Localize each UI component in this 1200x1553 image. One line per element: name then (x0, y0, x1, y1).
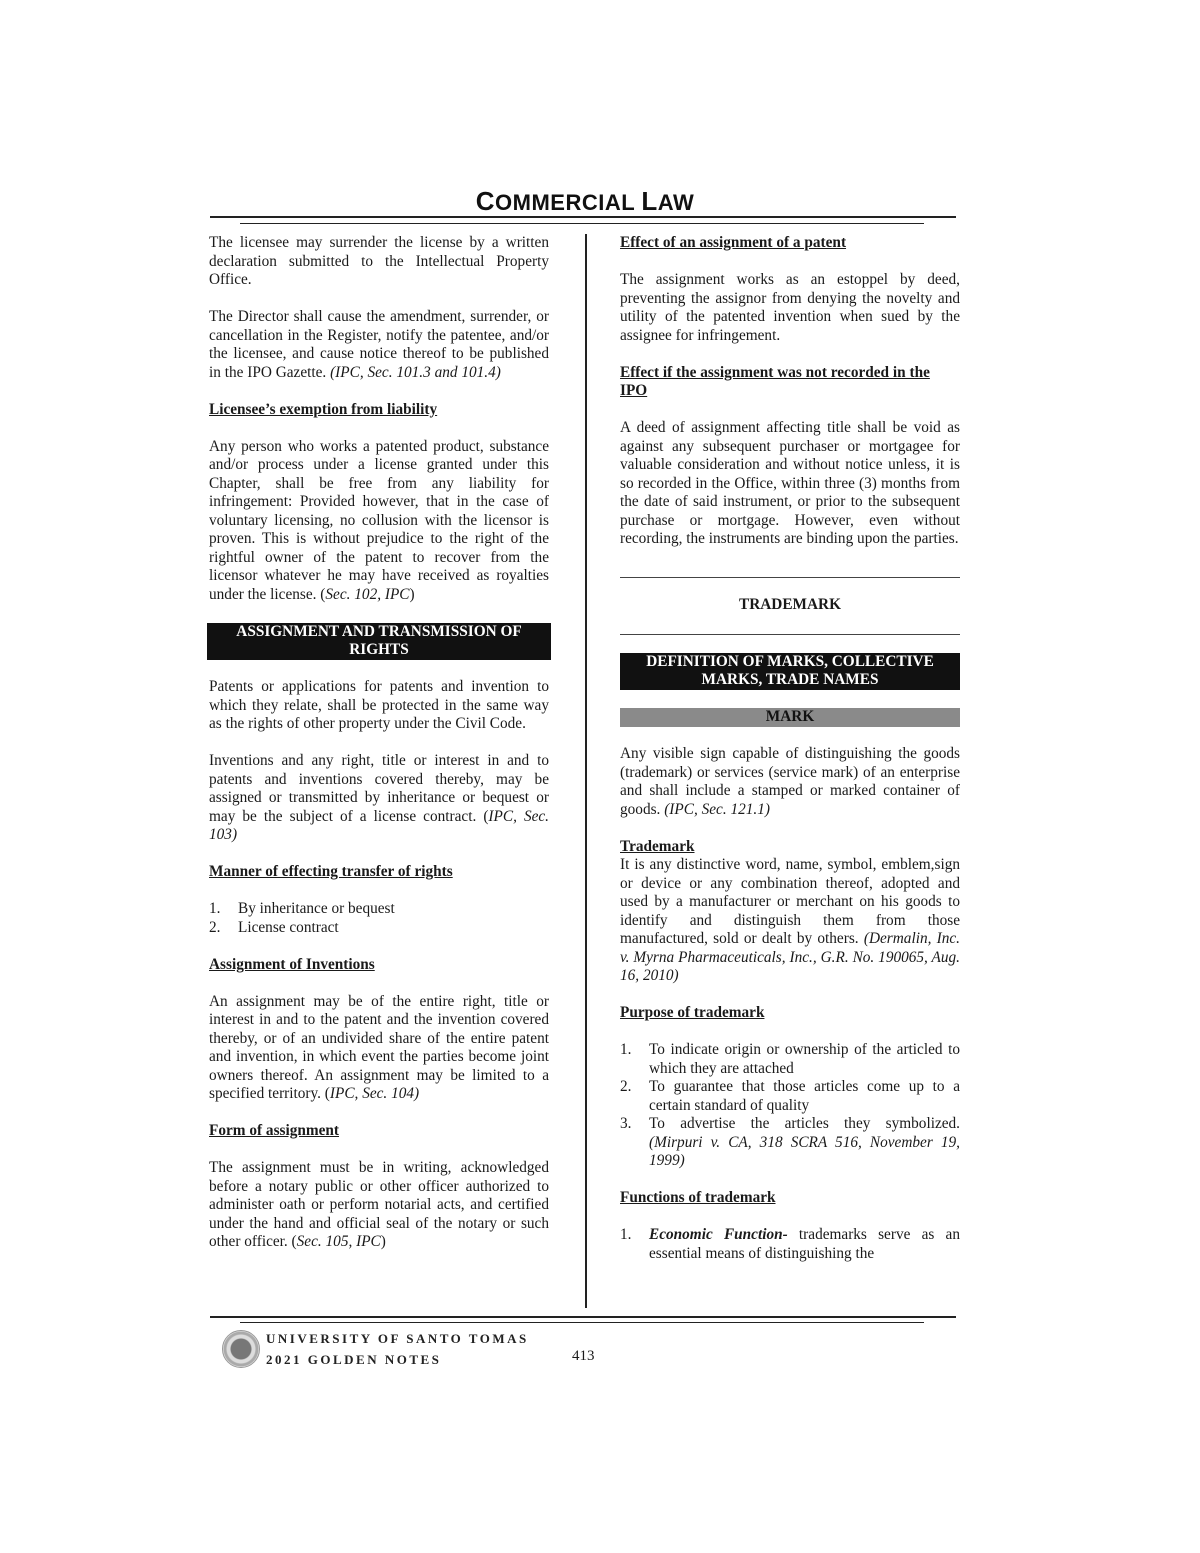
title-cap-c: C (475, 186, 496, 216)
section-banner: ASSIGNMENT AND TRANSMISSION OF RIGHTS (207, 623, 551, 660)
paragraph (620, 856, 960, 986)
paragraph (620, 745, 960, 819)
paragraph-text: ) (409, 585, 415, 603)
title-cap-l: L (641, 186, 658, 216)
list-text: By inheritance or bequest (238, 900, 395, 917)
list-item (620, 1115, 960, 1171)
university-seal-icon (222, 1330, 260, 1368)
paragraph: Patents or applications for patents and invention to which they relate, shall be protected in the same way as the rights of other property under the Civil Code. (209, 678, 549, 732)
page-number: 413 (572, 1348, 595, 1364)
title-rest-1: OMMERCIAL (495, 190, 642, 215)
paragraph (209, 438, 549, 605)
list-number: 2. (620, 1078, 632, 1095)
sub-banner: MARK (620, 708, 960, 727)
section-heading: Purpose of trademark (620, 1004, 765, 1021)
header-rule-thick (210, 216, 956, 218)
section-heading: Assignment of Inventions (209, 955, 375, 973)
paragraph-text: Any visible sign capable of distinguishing the goods (trademark) or services (service mark) of an enterprise and shall include a stamped or marked container of goods. (620, 745, 960, 818)
column-divider (585, 234, 587, 1308)
list-text: License contract (238, 918, 339, 936)
list-text: To guarantee that those articles come up to a certain standard of quality (649, 1078, 960, 1114)
paragraph: The licensee may surrender the license by a written declaration submitted to the Intellectual Property Office. (209, 234, 549, 288)
section-heading: Functions of trademark (620, 1189, 776, 1206)
section-banner: DEFINITION OF MARKS, COLLECTIVE MARKS, TRADE NAMES (620, 653, 960, 690)
paragraph (209, 993, 549, 1104)
citation: (IPC, Sec. 101.3 and 101.4) (330, 363, 501, 381)
paragraph: A deed of assignment affecting title shall be void as against any subsequent purchaser or mortgagee for valuable consideration and without notice unless, it is so recorded in the Office, within three (3) months from the date of said instrument, or prior to the subsequent purchase or mortgage. However, even without recording, the instruments are binding upon the parties. (620, 419, 960, 547)
right-column (620, 234, 960, 1282)
section-heading: Trademark (620, 837, 695, 855)
footer-edition: 2021 GOLDEN NOTES (266, 1352, 442, 1367)
paragraph-text: It is any distinctive word, name, symbol, emblem,sign or device or any combination thereof, adopted and used by a manufacturer or merchant on his goods to identify and distinguish them from those manufactured, sold or dealt by others. (620, 856, 960, 947)
title-rest-2: AW (657, 190, 695, 215)
paragraph-text: ) (380, 1233, 386, 1250)
paragraph (209, 308, 549, 382)
footer-rule-thick (210, 1316, 956, 1318)
manner-list (209, 900, 549, 937)
list-number: 1. (620, 1226, 632, 1243)
page-header-title (0, 186, 1170, 217)
citation: IPC, Sec. 103) (209, 807, 549, 843)
functions-list (620, 1226, 960, 1263)
header-rule-thin (240, 223, 924, 224)
list-text: trademarks serve as an essential means of distinguishing the (649, 1226, 960, 1262)
list-item (209, 919, 549, 938)
paragraph-text: The Director shall cause the amendment, surrender, or cancellation in the Register, notify the patentee, and/or the licensee, and cause notice thereof to be published in the IPO Gazette. (209, 308, 549, 381)
list-number: 1. (620, 1041, 632, 1058)
citation: IPC, Sec. 104) (329, 1085, 420, 1102)
citation: Sec. 105, IPC (296, 1233, 381, 1250)
function-term: Economic Function- (649, 1226, 788, 1243)
list-number: 2. (209, 918, 221, 936)
paragraph: The assignment works as an estoppel by deed, preventing the assignor from denying the novelty and utility of the patented invention when sued by the assignee for infringement. (620, 271, 960, 344)
paragraph-text: An assignment may be of the entire right, title or interest in and to the patent and the invention covered thereby, or of an undivided share of the entire patent and invention, in which event the parties become joint owners thereof. An assignment may be limited to a specified territory. ( (209, 992, 549, 1102)
paragraph-text: The assignment must be in writing, acknowledged before a notary public or other officer authorized to administer oath or perform notarial acts, and certified under the hand and official seal of the notary or such other officer. ( (209, 1159, 549, 1250)
section-heading: Form of assignment (209, 1122, 340, 1139)
citation: (Dermalin, Inc. v. Myrna Pharmaceuticals, Inc., G.R. No. 190065, Aug. 16, 2010) (620, 930, 961, 984)
list-item (620, 1041, 960, 1078)
citation: (Mirpuri v. CA, 318 SCRA 516, November 19, 1999) (649, 1133, 960, 1169)
section-heading: Effect of an assignment of a patent (620, 234, 847, 251)
paragraph (209, 752, 549, 845)
section-heading: Effect if the assignment was not recorded in the IPO (620, 363, 930, 399)
section-heading: Manner of effecting transfer of rights (209, 863, 453, 880)
list-number: 3. (620, 1115, 632, 1132)
paragraph (209, 1159, 549, 1252)
citation: (IPC, Sec. 121.1) (664, 800, 770, 818)
paragraph-text: Any person who works a patented product, substance and/or process under a license granted under this Chapter, shall be free from any liability for infringement: Provided however, that in the case of voluntary licensing, no collusion with the licensor is proven. This is without prejudice to the right of the rightful owner of the patent to recover from the licensor whatever he may have received as royalties under the license. ( (209, 437, 549, 603)
list-text: To indicate origin or ownership of the articled to which they are attached (649, 1041, 960, 1077)
list-item (620, 1078, 960, 1115)
footer-university: UNIVERSITY OF SANTO TOMAS (266, 1331, 529, 1346)
list-text: To advertise the articles they symbolized. (649, 1115, 960, 1132)
left-column (209, 234, 549, 1270)
section-heading: Licensee’s exemption from liability (209, 400, 438, 418)
trademark-heading: TRADEMARK (739, 596, 841, 613)
citation: Sec. 102, IPC (325, 585, 410, 603)
list-item (620, 1226, 960, 1263)
list-item (209, 900, 549, 919)
list-number: 1. (209, 900, 221, 917)
footer-rule-thin (240, 1322, 924, 1323)
purpose-list (620, 1041, 960, 1171)
paragraph-text: Inventions and any right, title or interest in and to patents and inventions covered thereby, may be assigned or transmitted by inheritance or bequest or may be the subject of a license contract. ( (209, 752, 549, 825)
